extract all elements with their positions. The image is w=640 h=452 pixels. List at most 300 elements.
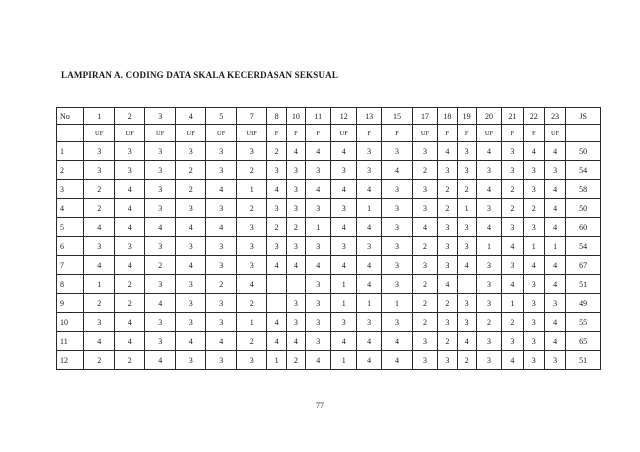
- score-cell: 4: [544, 199, 565, 218]
- score-cell: 3: [412, 332, 437, 351]
- score-cell: 3: [331, 313, 356, 332]
- score-cell: 3: [438, 313, 457, 332]
- score-cell: 3: [175, 313, 206, 332]
- score-cell: 4: [206, 332, 237, 351]
- score-cell: 3: [382, 180, 413, 199]
- score-cell: 3: [84, 313, 115, 332]
- page-number: 77: [316, 401, 324, 410]
- header-item-number: 20: [476, 108, 501, 125]
- score-cell: 4: [544, 180, 565, 199]
- table-row: [57, 180, 601, 199]
- score-cell: 3: [438, 161, 457, 180]
- score-cell: 4: [438, 142, 457, 161]
- row-number-cell: 6: [57, 237, 84, 256]
- score-cell: 4: [114, 256, 145, 275]
- score-cell: 4: [544, 275, 565, 294]
- header-item-code: F: [523, 125, 544, 142]
- table-row: [57, 351, 601, 370]
- score-cell: 3: [286, 180, 305, 199]
- score-cell: 3: [382, 237, 413, 256]
- score-cell: 1: [356, 199, 381, 218]
- score-cell: 3: [544, 351, 565, 370]
- score-cell: 2: [114, 294, 145, 313]
- header-item-number: 15: [382, 108, 413, 125]
- coding-data-table: [56, 107, 601, 370]
- score-cell: 2: [236, 294, 267, 313]
- header-item-code: [57, 125, 84, 142]
- score-cell: 1: [476, 237, 501, 256]
- row-number-cell: 9: [57, 294, 84, 313]
- score-cell: 2: [114, 351, 145, 370]
- score-cell: 4: [356, 256, 381, 275]
- score-cell: 3: [412, 351, 437, 370]
- score-cell: 3: [114, 142, 145, 161]
- score-cell: 4: [523, 142, 544, 161]
- header-item-number: 10: [286, 108, 305, 125]
- score-cell: 4: [356, 351, 381, 370]
- table-row: [57, 294, 601, 313]
- score-cell: 3: [476, 256, 501, 275]
- score-cell: 2: [438, 294, 457, 313]
- score-cell: 4: [236, 275, 267, 294]
- score-cell: 4: [523, 256, 544, 275]
- score-cell: 2: [145, 256, 176, 275]
- header-item-code: F: [267, 125, 286, 142]
- table-row: [57, 275, 601, 294]
- score-cell: 2: [286, 218, 305, 237]
- table-row: [57, 256, 601, 275]
- total-score-cell: 49: [566, 294, 601, 313]
- score-cell: 3: [331, 237, 356, 256]
- score-cell: 2: [502, 313, 523, 332]
- score-cell: 2: [412, 161, 437, 180]
- total-score-cell: 50: [566, 199, 601, 218]
- header-item-code: UF: [84, 125, 115, 142]
- row-number-cell: 7: [57, 256, 84, 275]
- score-cell: 3: [457, 161, 476, 180]
- score-cell: 3: [382, 275, 413, 294]
- score-cell: 3: [476, 161, 501, 180]
- score-cell: 3: [206, 294, 237, 313]
- score-cell: 3: [145, 332, 176, 351]
- score-cell: 2: [438, 332, 457, 351]
- score-cell: 4: [286, 332, 305, 351]
- score-cell: 3: [306, 199, 331, 218]
- score-cell: 3: [502, 161, 523, 180]
- score-cell: 4: [114, 218, 145, 237]
- score-cell: 3: [306, 237, 331, 256]
- score-cell: 1: [544, 237, 565, 256]
- score-cell: 2: [267, 142, 286, 161]
- score-cell: 4: [382, 332, 413, 351]
- score-cell: 3: [523, 332, 544, 351]
- header-item-number: 7: [236, 108, 267, 125]
- score-cell: 3: [175, 142, 206, 161]
- score-cell: 3: [502, 142, 523, 161]
- score-cell: 3: [438, 237, 457, 256]
- score-cell: 3: [206, 142, 237, 161]
- header-item-number: 2: [114, 108, 145, 125]
- header-item-code: F: [306, 125, 331, 142]
- score-cell: 4: [502, 237, 523, 256]
- score-cell: 3: [267, 237, 286, 256]
- score-cell: 2: [84, 351, 115, 370]
- header-item-number: 13: [356, 108, 381, 125]
- row-number-cell: 10: [57, 313, 84, 332]
- header-item-code: UF: [145, 125, 176, 142]
- total-score-cell: 50: [566, 142, 601, 161]
- score-cell: 3: [502, 256, 523, 275]
- score-cell: 2: [412, 313, 437, 332]
- score-cell: 3: [286, 294, 305, 313]
- score-cell: 2: [84, 180, 115, 199]
- score-cell: 3: [206, 351, 237, 370]
- header-item-number: 4: [175, 108, 206, 125]
- score-cell: 2: [267, 218, 286, 237]
- score-cell: 3: [476, 294, 501, 313]
- total-score-cell: 60: [566, 218, 601, 237]
- score-cell: 4: [356, 180, 381, 199]
- score-cell: 3: [145, 275, 176, 294]
- score-cell: 3: [356, 313, 381, 332]
- score-cell: 3: [306, 294, 331, 313]
- score-cell: 3: [523, 294, 544, 313]
- score-cell: 4: [544, 218, 565, 237]
- score-cell: 3: [457, 294, 476, 313]
- score-cell: 2: [457, 180, 476, 199]
- score-cell: 3: [544, 161, 565, 180]
- header-item-code: UF: [206, 125, 237, 142]
- score-cell: 3: [331, 161, 356, 180]
- score-cell: 4: [114, 332, 145, 351]
- score-cell: 2: [206, 275, 237, 294]
- score-cell: 3: [412, 142, 437, 161]
- score-cell: 4: [114, 199, 145, 218]
- score-cell: 1: [356, 294, 381, 313]
- score-cell: 4: [286, 142, 305, 161]
- score-cell: 3: [476, 275, 501, 294]
- score-cell: 3: [523, 275, 544, 294]
- score-cell: 1: [457, 199, 476, 218]
- score-cell: 3: [84, 142, 115, 161]
- header-item-number: 5: [206, 108, 237, 125]
- header-item-code: F: [502, 125, 523, 142]
- header-item-number: 21: [502, 108, 523, 125]
- score-cell: 3: [382, 199, 413, 218]
- score-cell: 4: [145, 351, 176, 370]
- score-cell: 3: [457, 142, 476, 161]
- score-cell: 4: [175, 256, 206, 275]
- score-cell: 3: [236, 218, 267, 237]
- score-cell: 4: [206, 218, 237, 237]
- row-number-cell: 8: [57, 275, 84, 294]
- header-item-number: 3: [145, 108, 176, 125]
- score-cell: 3: [267, 161, 286, 180]
- score-cell: 4: [331, 180, 356, 199]
- score-cell: 4: [114, 313, 145, 332]
- page-title: LAMPIRAN A. CODING DATA SKALA KECERDASAN SEKSUAL: [61, 70, 339, 80]
- score-cell: 3: [382, 256, 413, 275]
- score-cell: 4: [286, 256, 305, 275]
- score-cell: 4: [457, 332, 476, 351]
- score-cell: 3: [145, 161, 176, 180]
- header-item-number: 23: [544, 108, 565, 125]
- score-cell: 3: [331, 199, 356, 218]
- score-cell: 3: [476, 351, 501, 370]
- score-cell: 4: [356, 218, 381, 237]
- score-cell: 3: [544, 294, 565, 313]
- header-item-code: F: [438, 125, 457, 142]
- score-cell: 3: [175, 199, 206, 218]
- header-item-code: UIF: [236, 125, 267, 142]
- score-cell: 4: [306, 180, 331, 199]
- score-cell: 2: [412, 237, 437, 256]
- score-cell: 4: [145, 294, 176, 313]
- header-item-number: 22: [523, 108, 544, 125]
- score-cell: 1: [236, 180, 267, 199]
- score-cell: 1: [306, 218, 331, 237]
- score-cell: 4: [544, 313, 565, 332]
- score-cell: 4: [412, 218, 437, 237]
- score-cell: 3: [457, 218, 476, 237]
- score-cell: 3: [206, 313, 237, 332]
- score-cell: 4: [84, 218, 115, 237]
- score-cell: 2: [236, 332, 267, 351]
- score-cell: 4: [267, 313, 286, 332]
- score-cell: 2: [502, 180, 523, 199]
- header-item-number: 8: [267, 108, 286, 125]
- row-number-cell: 5: [57, 218, 84, 237]
- header-item-code: F: [382, 125, 413, 142]
- score-cell: [457, 275, 476, 294]
- score-cell: 4: [457, 256, 476, 275]
- score-cell: 3: [175, 275, 206, 294]
- score-cell: 1: [331, 275, 356, 294]
- score-cell: 2: [84, 199, 115, 218]
- score-cell: 3: [382, 218, 413, 237]
- score-cell: 3: [306, 161, 331, 180]
- score-cell: 3: [412, 199, 437, 218]
- header-item-code: UF: [476, 125, 501, 142]
- score-cell: 3: [476, 199, 501, 218]
- score-cell: 3: [306, 275, 331, 294]
- score-cell: 3: [502, 332, 523, 351]
- score-cell: 4: [476, 142, 501, 161]
- score-cell: 4: [476, 180, 501, 199]
- score-cell: 2: [457, 351, 476, 370]
- row-number-cell: 2: [57, 161, 84, 180]
- table-row: [57, 142, 601, 161]
- score-cell: 4: [331, 218, 356, 237]
- header-item-number: 19: [457, 108, 476, 125]
- score-cell: 3: [356, 237, 381, 256]
- score-cell: 2: [412, 275, 437, 294]
- score-cell: 4: [544, 142, 565, 161]
- header-no: No: [57, 108, 84, 125]
- score-cell: 3: [457, 237, 476, 256]
- score-cell: 2: [175, 161, 206, 180]
- row-number-cell: 11: [57, 332, 84, 351]
- score-cell: 4: [267, 180, 286, 199]
- header-item-code: F: [286, 125, 305, 142]
- score-cell: 4: [175, 332, 206, 351]
- score-cell: 3: [286, 199, 305, 218]
- header-item-code: UF: [331, 125, 356, 142]
- score-cell: 2: [438, 199, 457, 218]
- score-cell: 2: [114, 275, 145, 294]
- score-cell: 1: [331, 294, 356, 313]
- score-cell: 3: [286, 161, 305, 180]
- score-cell: 3: [438, 256, 457, 275]
- score-cell: 3: [145, 237, 176, 256]
- score-cell: 1: [382, 294, 413, 313]
- table-row: [57, 313, 601, 332]
- score-cell: 2: [523, 199, 544, 218]
- score-cell: 3: [502, 218, 523, 237]
- score-cell: 2: [175, 180, 206, 199]
- score-cell: 4: [544, 332, 565, 351]
- score-cell: 3: [438, 351, 457, 370]
- table-row: [57, 332, 601, 351]
- score-cell: 4: [356, 275, 381, 294]
- score-cell: 2: [476, 313, 501, 332]
- score-cell: 4: [356, 332, 381, 351]
- score-cell: 4: [502, 351, 523, 370]
- score-cell: 3: [306, 313, 331, 332]
- total-score-cell: 54: [566, 237, 601, 256]
- header-item-code: F: [457, 125, 476, 142]
- total-score-cell: 55: [566, 313, 601, 332]
- score-cell: 3: [236, 142, 267, 161]
- score-cell: 1: [236, 313, 267, 332]
- score-cell: 4: [114, 180, 145, 199]
- score-cell: 3: [114, 161, 145, 180]
- score-cell: 3: [523, 351, 544, 370]
- score-cell: 1: [267, 351, 286, 370]
- score-cell: 3: [356, 161, 381, 180]
- total-score-cell: 51: [566, 275, 601, 294]
- score-cell: 4: [331, 256, 356, 275]
- score-cell: 2: [236, 161, 267, 180]
- score-cell: 1: [331, 351, 356, 370]
- score-cell: 3: [286, 237, 305, 256]
- score-cell: 3: [523, 313, 544, 332]
- header-item-code: UF: [412, 125, 437, 142]
- score-cell: 4: [84, 256, 115, 275]
- score-cell: 3: [206, 199, 237, 218]
- header-item-number: JS: [566, 108, 601, 125]
- score-cell: 3: [206, 256, 237, 275]
- header-item-number: 17: [412, 108, 437, 125]
- header-item-code: UF: [175, 125, 206, 142]
- score-cell: [267, 294, 286, 313]
- score-cell: 3: [175, 237, 206, 256]
- score-cell: 3: [206, 161, 237, 180]
- score-cell: 4: [145, 218, 176, 237]
- score-cell: 3: [175, 294, 206, 313]
- score-cell: 3: [523, 180, 544, 199]
- header-item-code: UF: [114, 125, 145, 142]
- header-item-code: F: [356, 125, 381, 142]
- header-item-number: 11: [306, 108, 331, 125]
- total-score-cell: 58: [566, 180, 601, 199]
- table-row: [57, 161, 601, 180]
- score-cell: 2: [502, 199, 523, 218]
- table-row: [57, 237, 601, 256]
- row-number-cell: 1: [57, 142, 84, 161]
- score-cell: 3: [382, 313, 413, 332]
- total-score-cell: 65: [566, 332, 601, 351]
- header-item-number: 12: [331, 108, 356, 125]
- header-item-code: UF: [544, 125, 565, 142]
- score-cell: 3: [412, 180, 437, 199]
- header-item-number: 1: [84, 108, 115, 125]
- score-cell: 3: [412, 256, 437, 275]
- score-cell: [267, 275, 286, 294]
- score-cell: 4: [306, 256, 331, 275]
- row-number-cell: 12: [57, 351, 84, 370]
- score-cell: 3: [267, 199, 286, 218]
- header-item-code: [566, 125, 601, 142]
- score-cell: 3: [382, 142, 413, 161]
- total-score-cell: 54: [566, 161, 601, 180]
- score-cell: 4: [331, 142, 356, 161]
- score-cell: 2: [236, 199, 267, 218]
- score-cell: 4: [84, 332, 115, 351]
- score-cell: 3: [84, 237, 115, 256]
- score-cell: 2: [412, 294, 437, 313]
- score-cell: 4: [306, 142, 331, 161]
- score-cell: 3: [438, 218, 457, 237]
- score-cell: 3: [145, 180, 176, 199]
- score-cell: 3: [457, 313, 476, 332]
- score-cell: 1: [84, 275, 115, 294]
- score-cell: 1: [502, 294, 523, 313]
- table-row: [57, 218, 601, 237]
- score-cell: 3: [356, 142, 381, 161]
- score-cell: 4: [267, 256, 286, 275]
- row-number-cell: 4: [57, 199, 84, 218]
- header-row-item-numbers: [57, 108, 601, 125]
- score-cell: 3: [145, 142, 176, 161]
- score-cell: 4: [382, 351, 413, 370]
- score-cell: 3: [145, 199, 176, 218]
- table-row: [57, 199, 601, 218]
- score-cell: 3: [236, 351, 267, 370]
- row-number-cell: 3: [57, 180, 84, 199]
- score-cell: 3: [306, 332, 331, 351]
- score-cell: 3: [236, 237, 267, 256]
- table-body: [57, 108, 601, 370]
- score-cell: 2: [438, 180, 457, 199]
- score-cell: 3: [286, 313, 305, 332]
- score-cell: 4: [382, 161, 413, 180]
- score-cell: 4: [476, 218, 501, 237]
- score-cell: 4: [306, 351, 331, 370]
- score-cell: 3: [145, 313, 176, 332]
- score-cell: 3: [476, 332, 501, 351]
- header-item-number: 18: [438, 108, 457, 125]
- total-score-cell: 51: [566, 351, 601, 370]
- score-cell: 4: [331, 332, 356, 351]
- score-cell: 3: [114, 237, 145, 256]
- score-cell: 4: [267, 332, 286, 351]
- total-score-cell: 67: [566, 256, 601, 275]
- score-cell: 1: [523, 237, 544, 256]
- score-cell: [286, 275, 305, 294]
- score-cell: 4: [502, 275, 523, 294]
- score-cell: 4: [175, 218, 206, 237]
